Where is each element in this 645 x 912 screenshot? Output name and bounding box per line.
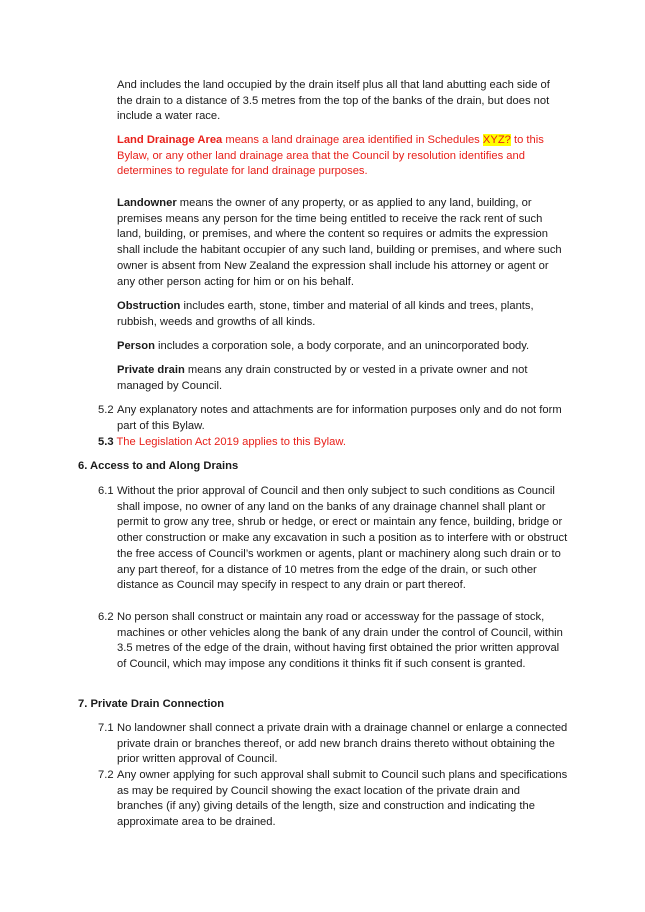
clause-7-2 (98, 768, 568, 831)
clause-number: 6.2 (98, 611, 114, 623)
definition-term: Person (117, 340, 155, 352)
definition-text: to this Bylaw, or any other land drainage area that the Council by resolution identifies and determines to regulate for land drainage purposes. (117, 134, 544, 178)
clause-number: 6.1 (98, 485, 114, 497)
clause-7-1 (98, 721, 568, 768)
clause-text: Without the prior approval of Council and then only subject to such conditions as Council shall impose, no owner of any land on the banks of any drainage channel shall plant or permit to grow any tree, shrub or hedge, or erect or maintain any fence, building, bridge or other construction or make any excavation in such a position as to interfere with or obstruct the free access of Council’s workmen or agents, plant or machinery along such drain or to any part thereof, for a distance of 10 metres from the edge of the drain, or such other distance as Council may specify in respect to any drain or part thereof. (117, 485, 568, 592)
clause-number: 7.2 (98, 769, 114, 781)
definition-obstruction (117, 299, 567, 330)
clause-5-3 (98, 435, 568, 451)
definition-land-drainage-area (117, 133, 567, 180)
definition-term: Landowner (117, 197, 177, 209)
definition-person (117, 339, 567, 355)
clause-text: Any owner applying for such approval shall submit to Council such plans and specifications as may be required by Council showing the exact location of the private drain and branches (if any) giving details of the length, size and construction and indicating the approximate area to be drained. (117, 769, 568, 829)
definition-term: Private drain (117, 364, 185, 376)
clause-number: 7.1 (98, 722, 114, 734)
definition-private-drain (117, 363, 567, 394)
clause-5-2 (98, 403, 568, 434)
definition-text: includes earth, stone, timber and material of all kinds and trees, plants, rubbish, weeds and growths of all kinds. (117, 300, 534, 328)
definition-text: means a land drainage area identified in Schedules (222, 134, 483, 146)
clause-number: 5.3 (98, 436, 114, 448)
definition-term: Obstruction (117, 300, 181, 312)
clause-text: The Legislation Act 2019 applies to this Bylaw. (113, 436, 346, 448)
definition-text: means the owner of any property, or as applied to any land, building, or premises means any person for the time being entitled to receive the rack rent of such land, building, or premises, and where the content so requires or admits the expression shall include the habitant occupier of any such land, building or premises, and where such owner is absent from New Zealand the expression shall include his attorney or agent or any other person acting for him or on his behalf. (117, 197, 562, 288)
section-6-heading: 6. Access to and Along Drains (78, 460, 239, 472)
clause-6-2 (98, 610, 568, 673)
clause-text: No landowner shall connect a private drain with a drainage channel or enlarge a connected private drain or branches thereof, or add new branch drains thereto without obtaining the prior written approval of Council. (117, 722, 568, 766)
intro-paragraph: And includes the land occupied by the drain itself plus all that land abutting each side of the drain to a distance of 3.5 metres from the top of the banks of the drain, but does not include a water race. (117, 79, 550, 123)
clause-6-1 (98, 484, 568, 594)
clause-text: No person shall construct or maintain any road or accessway for the passage of stock, machines or other vehicles along the bank of any drain under the control of Council, within 3.5 metres of the edge of the drain, without having first obtained the prior written approval of Council, which may impose any conditions it thinks fit if such consent is granted. (117, 611, 563, 671)
definition-text: includes a corporation sole, a body corporate, and an unincorporated body. (154, 340, 530, 352)
clause-text: Any explanatory notes and attachments are for information purposes only and do not form part of this Bylaw. (117, 404, 562, 432)
clause-number: 5.2 (98, 404, 114, 416)
highlighted-placeholder: XYZ? (482, 134, 511, 146)
definition-text: means any drain constructed by or vested in a private owner and not managed by Council. (117, 364, 528, 392)
definition-term: Land Drainage Area (117, 134, 223, 146)
definition-landowner (117, 196, 567, 290)
section-7-heading: 7. Private Drain Connection (78, 698, 225, 710)
